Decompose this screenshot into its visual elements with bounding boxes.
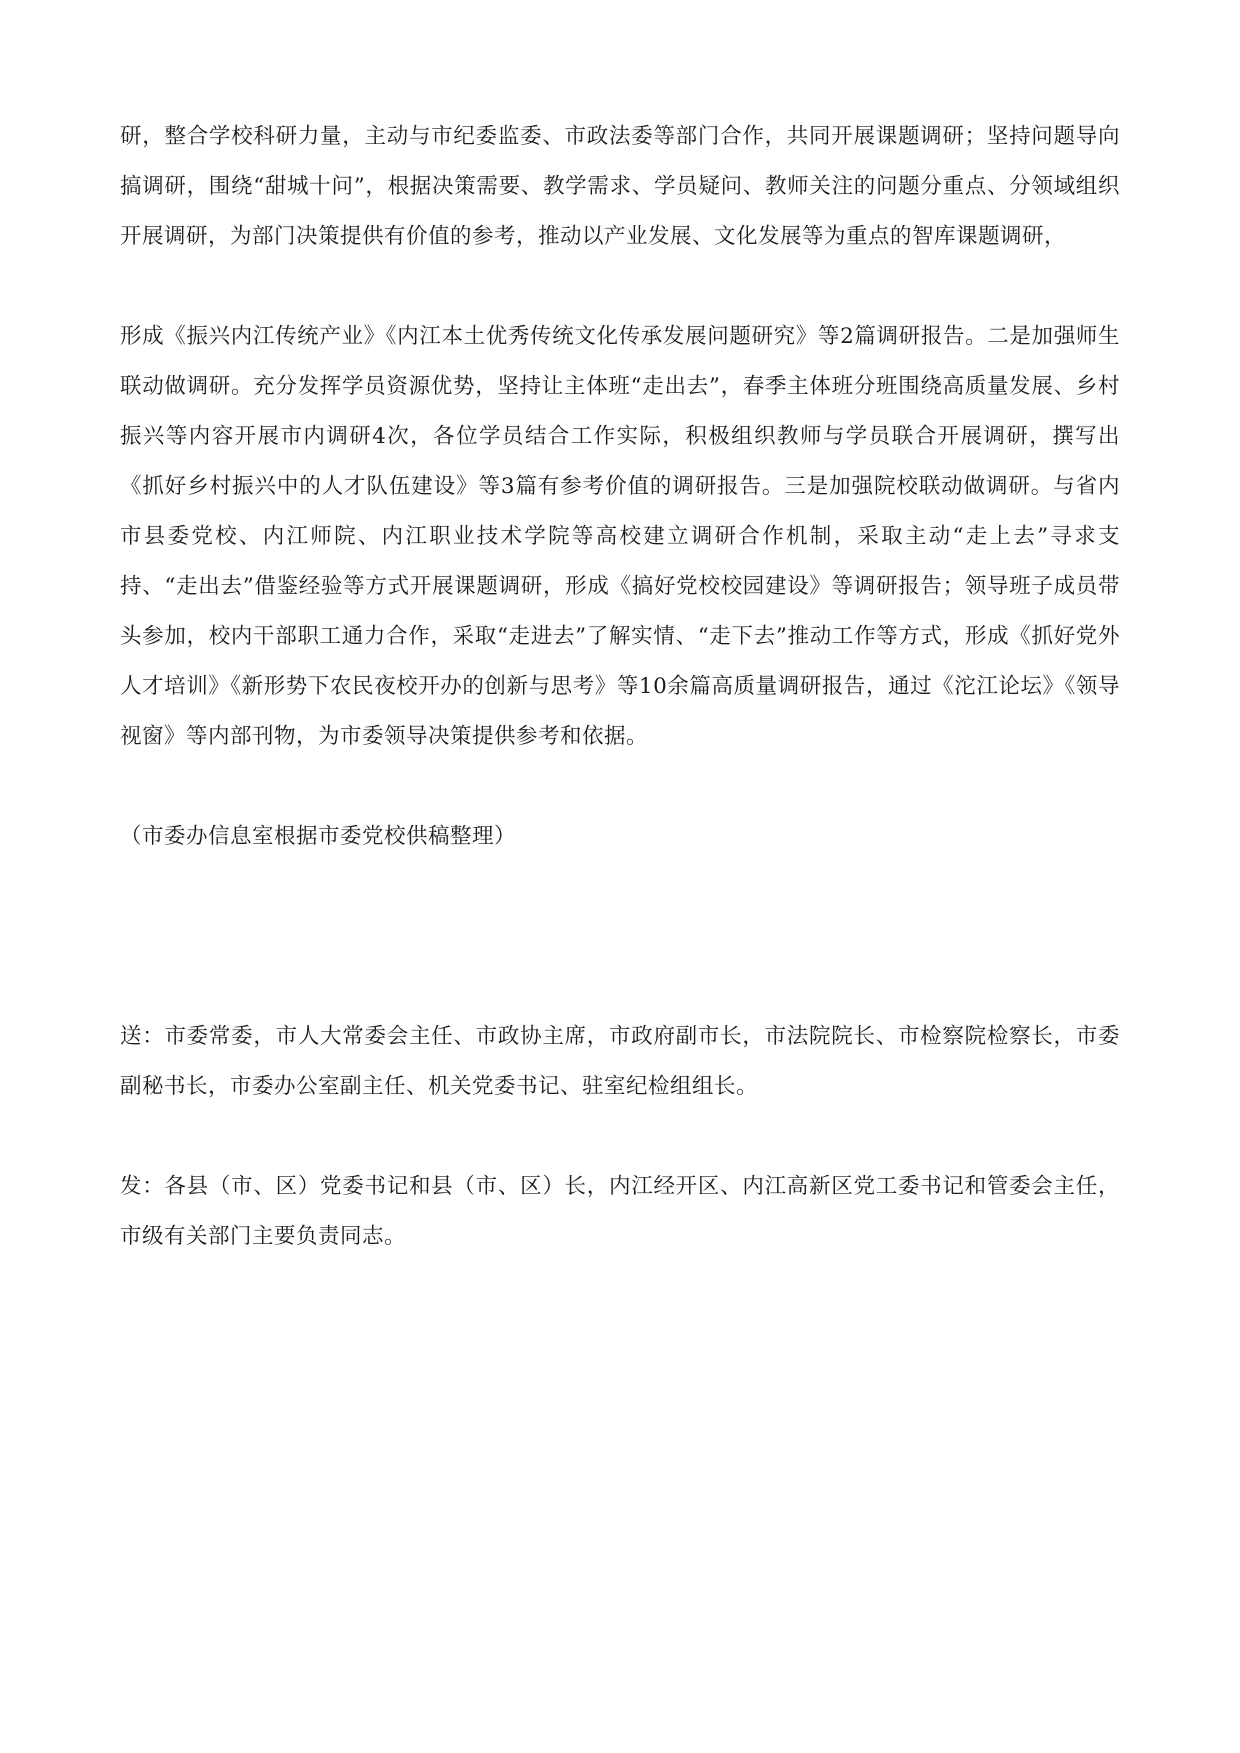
paragraph-research-continuation: 研，整合学校科研力量，主动与市纪委监委、市政法委等部门合作，共同开展课题调研；坚持问题导向搞调研，围绕“甜城十问”，根据决策需要、教学需求、学员疑问、教师关注的问题分重点、分领域组织开展调研，为部门决策提供有价值的参考，推动以产业发展、文化发展等为重点的智库课题调研， <box>120 124 1120 249</box>
document-body <box>120 112 1120 1262</box>
source-note: （市委办信息室根据市委党校供稿整理） <box>120 824 517 849</box>
distribution-issue-to: 发：各县（市、区）党委书记和县（市、区）长，内江经开区、内江高新区党工委书记和管委会主任，市级有关部门主要负责同志。 <box>120 1174 1120 1249</box>
paragraph-research-reports: 形成《振兴内江传统产业》《内江本土优秀传统文化传承发展问题研究》等2篇调研报告。二是加强师生联动做调研。充分发挥学员资源优势，坚持让主体班“走出去”，春季主体班分班围绕高质量发展、乡村振兴等内容开展市内调研4次，各位学员结合工作实际，积极组织教师与学员联合开展调研，撰写出《抓好乡村振兴中的人才队伍建设》等3篇有参考价值的调研报告。三是加强院校联动做调研。与省内市县委党校、内江师院、内江职业技术学院等高校建立调研合作机制，采取主动“走上去”寻求支持、“走出去”借鉴经验等方式开展课题调研，形成《搞好党校校园建设》等调研报告；领导班子成员带头参加，校内干部职工通力合作，采取“走进去”了解实情、“走下去”推动工作等方式，形成《抓好党外人才培训》《新形势下农民夜校开办的创新与思考》等10余篇高质量调研报告，通过《沱江论坛》《领导视窗》等内部刊物，为市委领导决策提供参考和依据。 <box>120 324 1120 749</box>
distribution-send-to: 送：市委常委，市人大常委会主任、市政协主席，市政府副市长，市法院院长、市检察院检察长，市委副秘书长，市委办公室副主任、机关党委书记、驻室纪检组组长。 <box>120 1024 1120 1099</box>
